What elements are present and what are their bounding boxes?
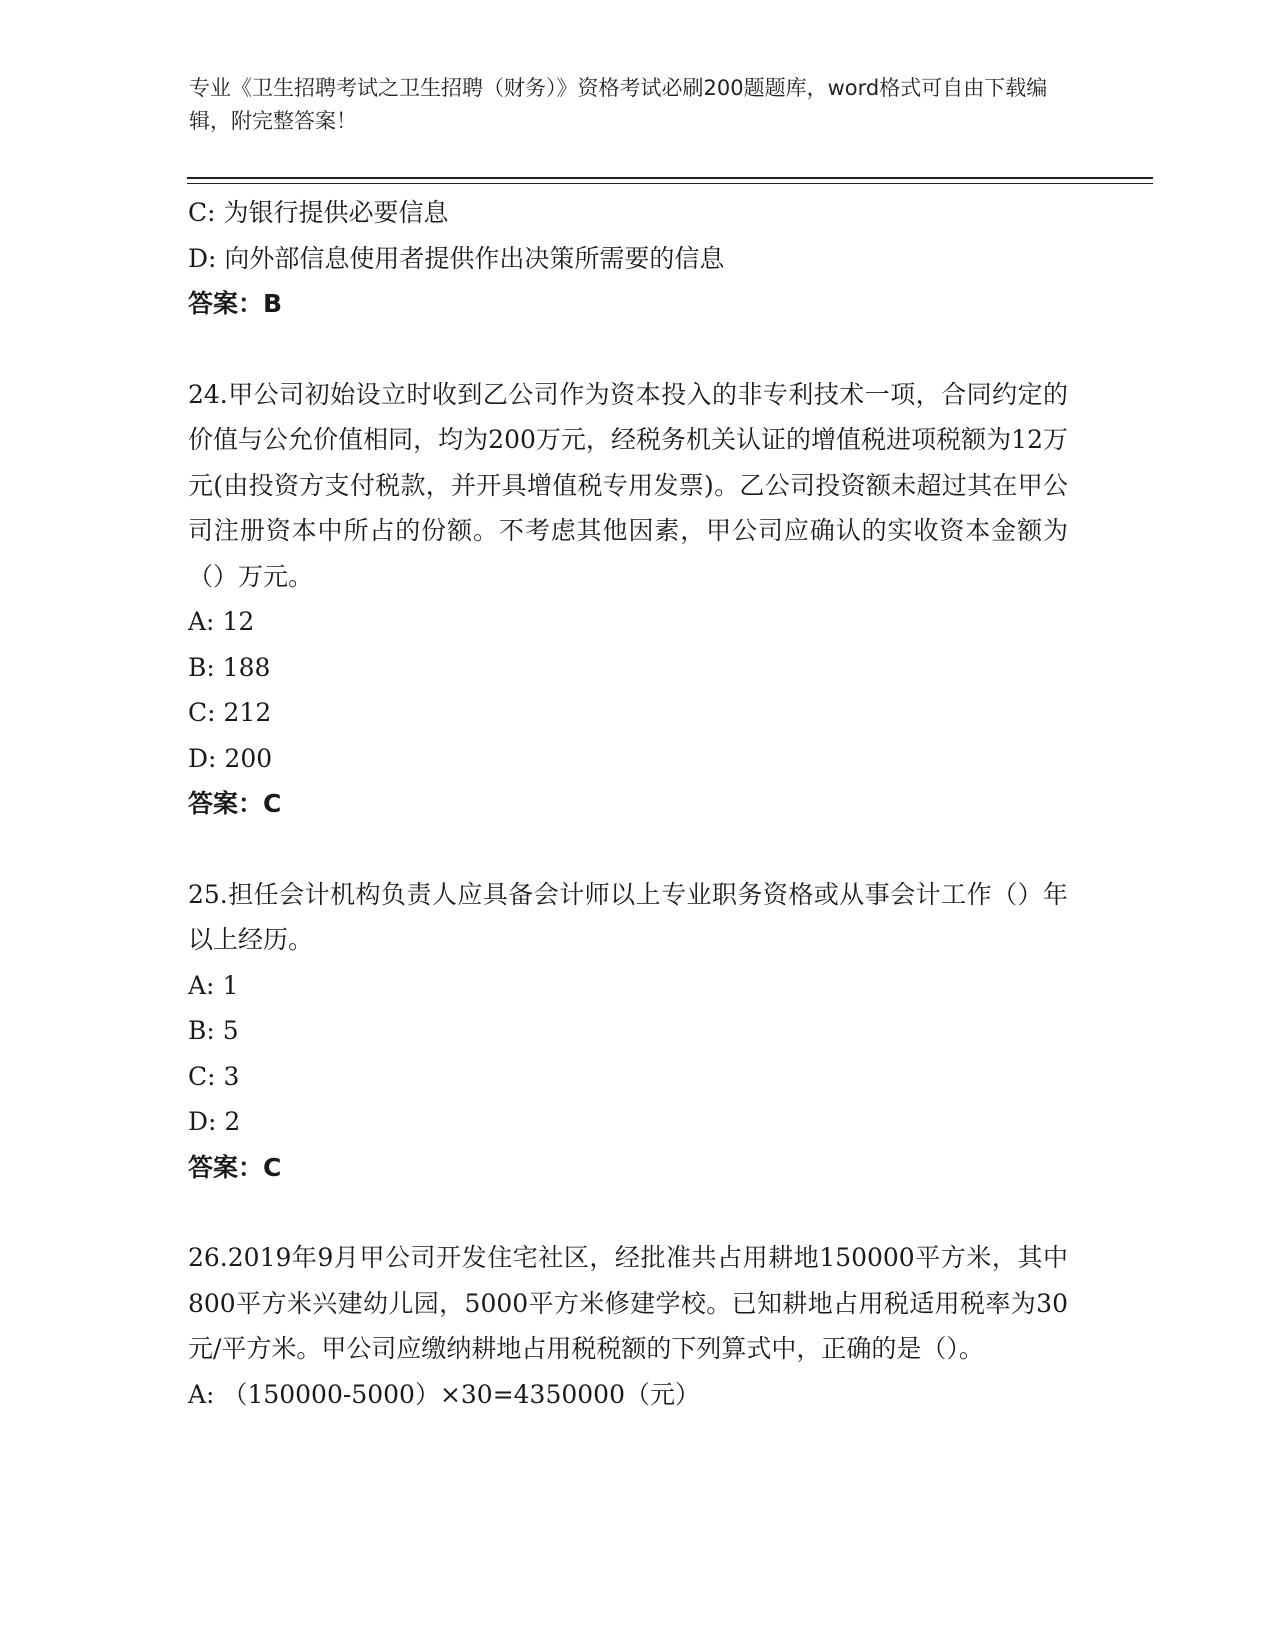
option-label: C:: [188, 698, 216, 727]
option-c: [188, 690, 1088, 736]
option-label: D:: [188, 743, 217, 773]
question-25-text: 25.担任会计机构负责人应具备会计师以上专业职务资格或从事会计工作（）年以上经历。: [188, 879, 1068, 954]
answer-line: 答案：B: [188, 289, 283, 318]
option-d: [188, 1099, 1088, 1145]
option-label: C:: [188, 198, 216, 227]
option-a: [188, 1372, 1088, 1418]
option-c: [188, 1054, 1088, 1100]
option-text: 5: [222, 1016, 239, 1045]
option-text: 为银行提供必要信息: [223, 198, 449, 227]
option-a: [188, 599, 1088, 645]
option-label: B:: [188, 1016, 215, 1045]
option-label: A:: [188, 970, 215, 1000]
option-label: C:: [188, 1061, 216, 1091]
option-a: [188, 963, 1088, 1009]
option-label: A:: [188, 607, 215, 636]
option-text: 200: [224, 743, 273, 773]
option-label: B:: [188, 652, 215, 682]
question-content: [188, 190, 1088, 1417]
option-label: A:: [188, 1379, 215, 1409]
option-label: D:: [188, 243, 217, 273]
answer-line: 答案：C: [188, 789, 282, 818]
option-text: 188: [222, 652, 271, 682]
option-c: [188, 190, 1088, 236]
option-text: （150000-5000）×30=4350000（元）: [222, 1379, 700, 1409]
option-label: D:: [188, 1107, 217, 1136]
option-b: [188, 1008, 1088, 1054]
header-rule-thick: [187, 177, 1153, 179]
option-d: [188, 236, 1088, 282]
page-header: 专业《卫生招聘考试之卫生招聘（财务）》资格考试必刷200题题库，word格式可自由下载编辑，附完整答案！: [189, 76, 1048, 133]
option-text: 3: [223, 1061, 240, 1091]
header-rule-thin: [187, 183, 1153, 184]
option-text: 向外部信息使用者提供作出决策所需要的信息: [224, 243, 725, 273]
option-d: [188, 736, 1088, 782]
question-26-text: 26.2019年9月甲公司开发住宅社区，经批准共占用耕地150000平方米，其中800平方米兴建幼儿园，5000平方米修建学校。已知耕地占用税适用税率为30元/平方米。甲公司应缴纳耕地占用税税额的下列算式中，正确的是（）。: [188, 1243, 1068, 1363]
option-text: 2: [224, 1107, 241, 1136]
option-text: 1: [222, 970, 239, 1000]
option-b: [188, 645, 1088, 691]
question-24-text: 24.甲公司初始设立时收到乙公司作为资本投入的非专利技术一项，合同约定的价值与公允价值相同，均为200万元，经税务机关认证的增值税进项税额为12万元(由投资方支付税款，并开具增值税专用发票)。乙公司投资额未超过其在甲公司注册资本中所占的份额。不考虑其他因素，甲公司应确认的实收资本金额为（）万元。: [188, 379, 1068, 591]
option-text: 212: [223, 698, 272, 727]
answer-line: 答案：C: [188, 1152, 282, 1182]
option-text: 12: [222, 607, 255, 636]
